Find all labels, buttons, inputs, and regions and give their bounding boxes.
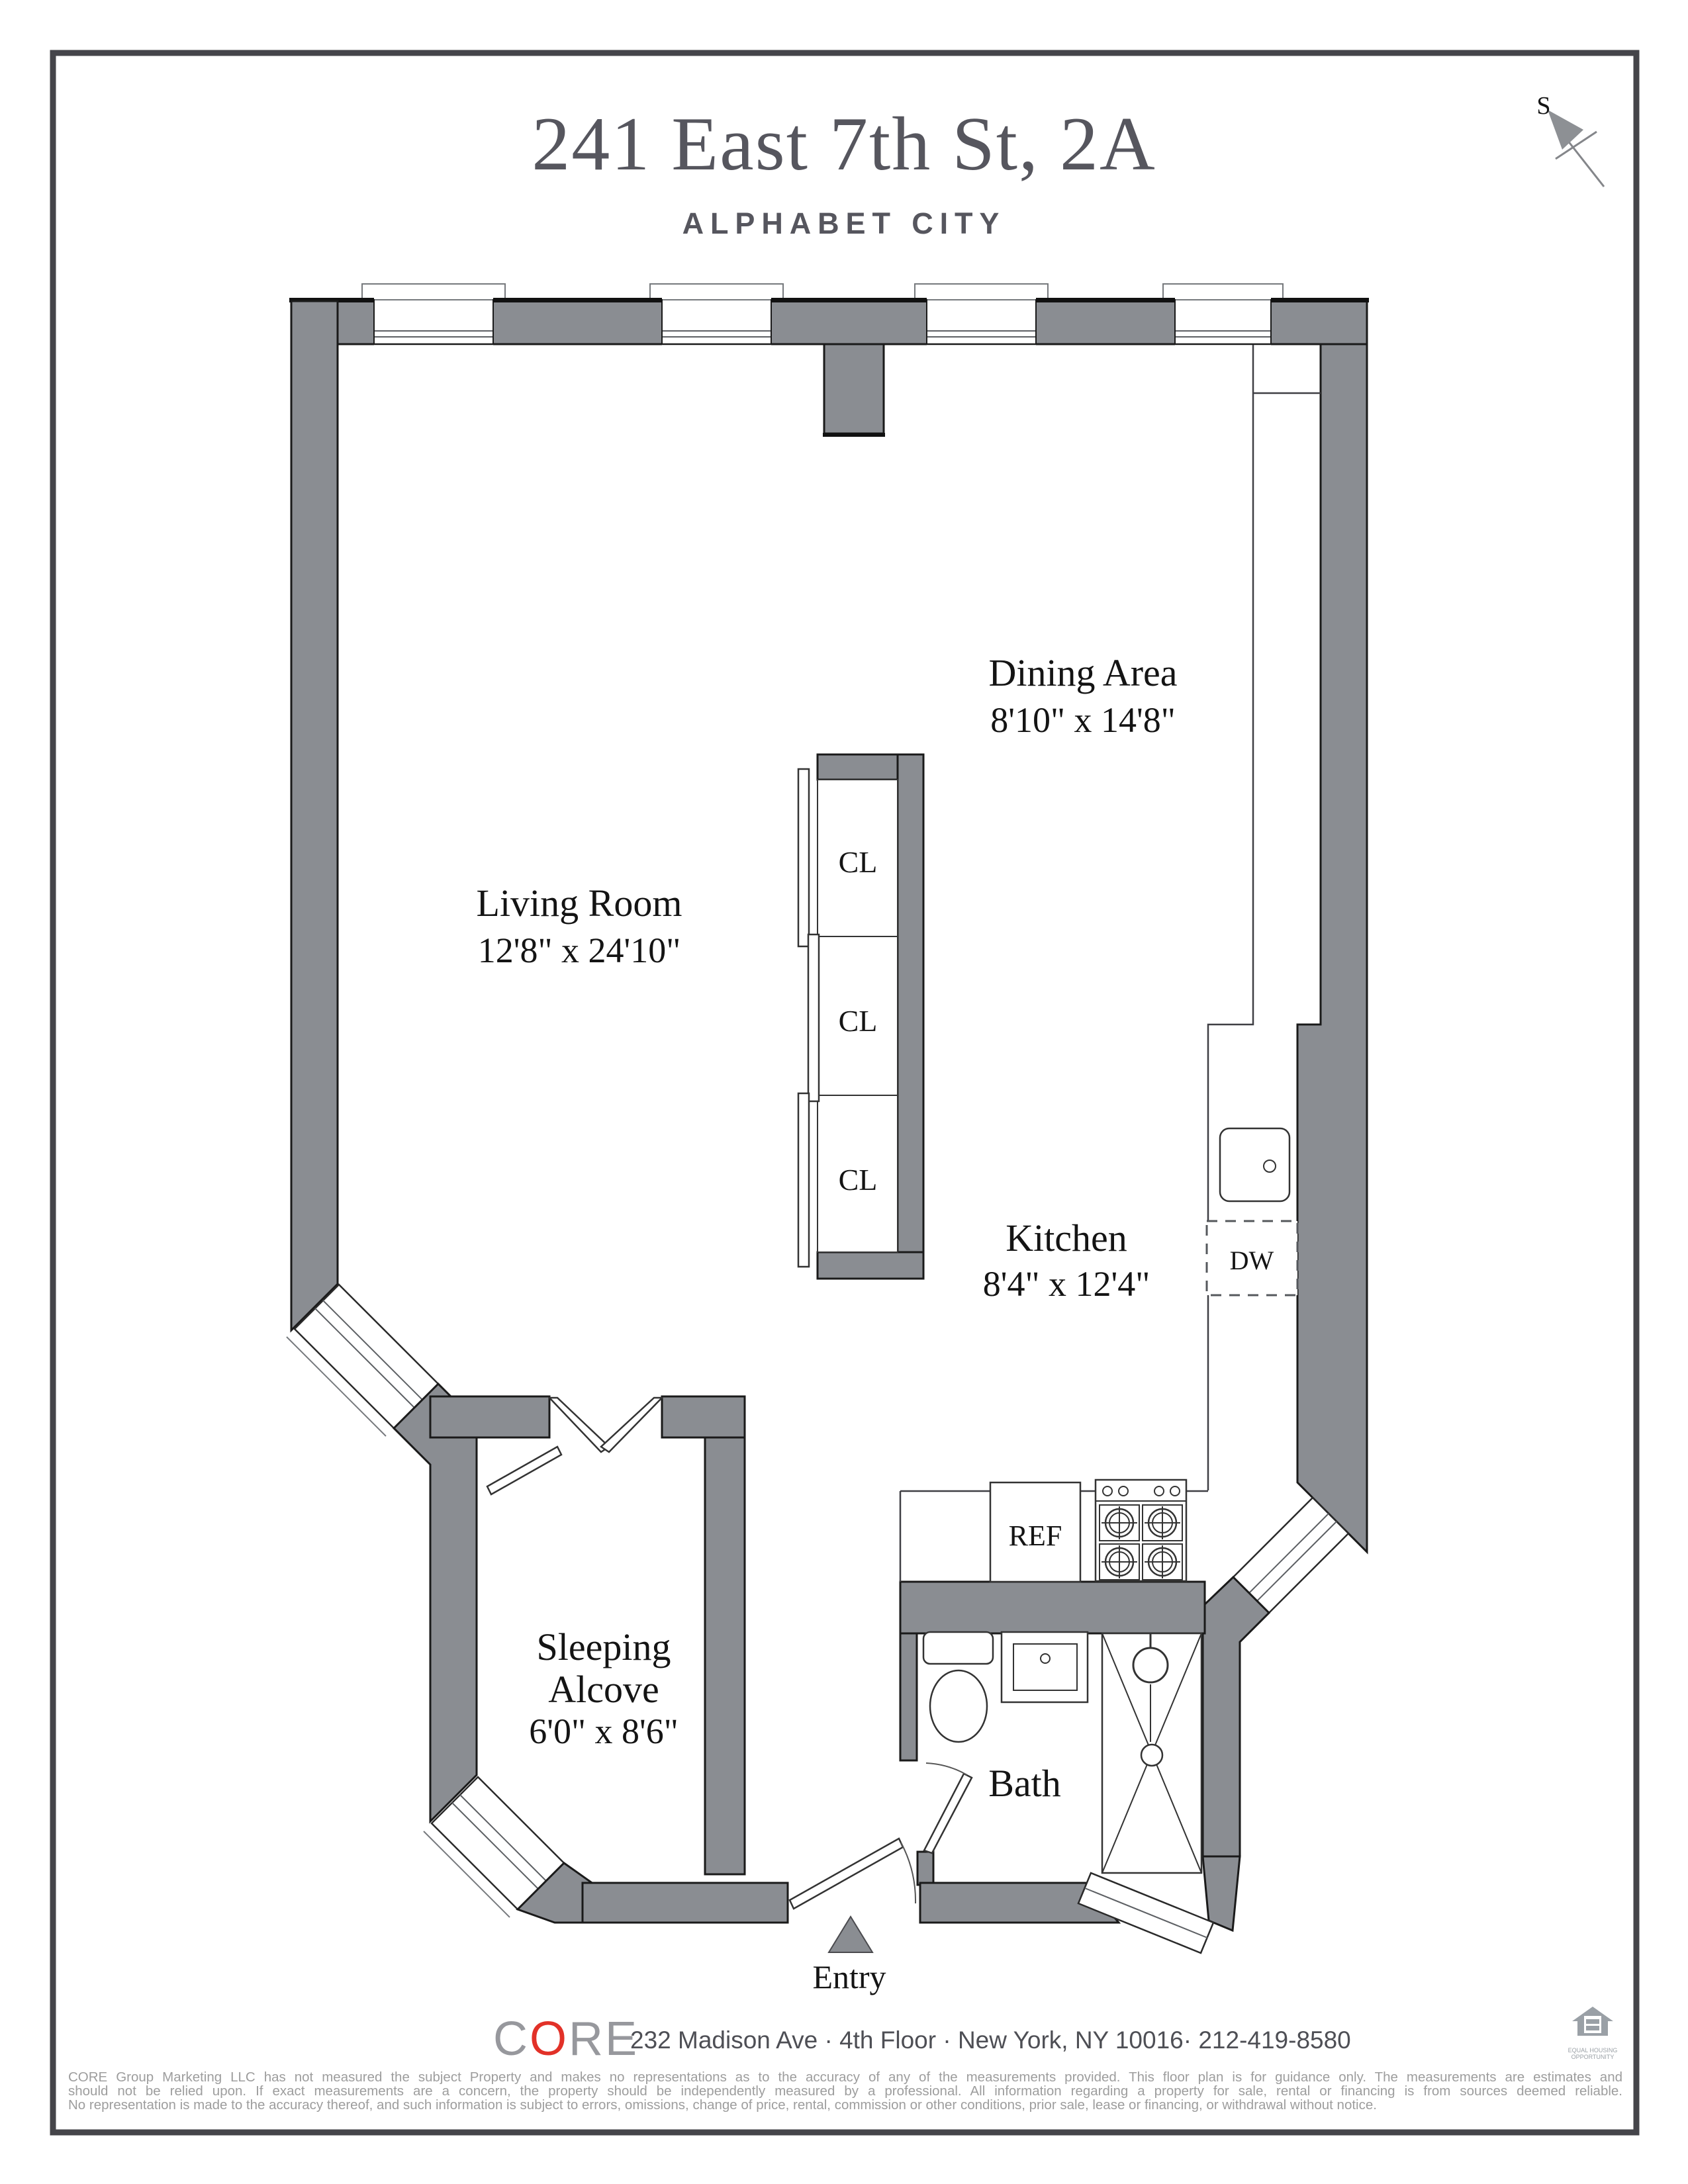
east-wall [1297,344,1367,1552]
alcove-north-wall-right [662,1396,745,1437]
alcove-inner-door-leaf [487,1447,561,1494]
bath-west-wall [900,1633,917,1760]
core-logo-c: C [493,2013,530,2066]
entry-door-leaf [790,1839,903,1909]
alcove-north-wall-left [430,1396,549,1437]
bath-fixtures [923,1632,1201,1873]
compass-south-label: S [1536,92,1551,120]
dining-area-dims: 8'10" x 14'8" [990,700,1176,740]
column [824,344,884,433]
entry-label: Entry [812,1958,886,1995]
entry-door-swing-arc [901,1843,915,1903]
page-title: 241 East 7th St, 2A [532,102,1156,187]
page-subtitle: ALPHABET CITY [682,206,1006,240]
kitchen-fixtures [900,345,1321,1582]
bath-label: Bath [988,1762,1061,1805]
disclaimer-line: CORE Group Marketing LLC has not measured the subject Property and makes no representations as to the accuracy of any of the measurements provided. This floor plan is for guidance only. The measurements are estimates and [68,2070,1622,2085]
disclaimer-line: No representation is made to the accuracy thereof, and such information is subject to errors, omissions, change of price, rental, commission or other conditions, prior sale, lease or financing, or withdrawal without notice. [68,2097,1377,2113]
compass-south-icon [1536,92,1604,187]
kitchen-counter-line [1208,345,1253,1490]
sleeping-alcove-label-1: Sleeping [536,1625,671,1668]
sleeping-alcove-label-2: Alcove [548,1668,659,1711]
bath-sink [1002,1632,1088,1702]
core-logo-o: O [530,2013,569,2066]
toilet [923,1632,993,1742]
kitchen-dims: 8'4" x 12'4" [982,1264,1150,1304]
alcove-south-wall [583,1883,788,1923]
refrigerator-label: REF [1008,1520,1062,1552]
disclaimer-line: should not be relied upon. If exact measurements are a concern, the property should be independently measured by a professional. All information regarding a property for sale, rental or financing is from sources deemed reliable. [68,2083,1622,2099]
closet-label: CL [838,1004,878,1038]
bath-east-wall [1203,1577,1269,1856]
west-wall [291,301,338,1330]
closet-label: CL [838,845,878,879]
stove [1096,1480,1186,1581]
faucet-icon [1041,1654,1050,1663]
shower [1102,1633,1201,1873]
closet-label: CL [838,1163,878,1197]
dishwasher-label: DW [1229,1246,1274,1275]
dining-area-label: Dining Area [988,651,1178,694]
faucet-icon [1264,1160,1276,1172]
alcove-east-wall [705,1396,745,1874]
alcove-west-wall [394,1384,477,1821]
bath-door-swing-arc [926,1763,967,1775]
legal-disclaimer [68,2070,1622,2112]
bath-north-wall [900,1582,1205,1633]
shower-head-icon [1133,1648,1168,1682]
kitchen-label: Kitchen [1006,1216,1127,1259]
equal-housing-icon [1568,2007,1618,2060]
living-room-label: Living Room [476,882,682,925]
closet-slider-door [808,934,819,1101]
bath-west-jamb [917,1852,933,1885]
office-address: 232 Madison Ave · 4th Floor · New York, NY 10016· 212-419-8580 [630,2026,1351,2054]
core-logo-re: RE [569,2013,639,2066]
alcove-door-leaf-right [601,1398,662,1452]
kitchen-sink [1220,1128,1289,1201]
closet-slider-door [798,769,809,946]
entry-arrow-icon [829,1917,872,1952]
equal-housing-caption-2: OPPORTUNITY [1571,2054,1615,2060]
equal-housing-caption-1: EQUAL HOUSING [1568,2047,1618,2054]
equal-housing-house-icon [1572,2007,1613,2044]
alcove-door-leaf-left [549,1398,609,1452]
closet-slider-door [798,1093,809,1267]
bath-se-corner [1203,1856,1240,1931]
sleeping-alcove-dims: 6'0" x 8'6" [529,1711,679,1751]
entry-area [790,1839,915,1952]
bath-door-leaf [924,1774,972,1853]
shower-drain-icon [1141,1745,1162,1766]
core-logo [493,2012,639,2066]
living-room-dims: 12'8" x 24'10" [477,931,681,970]
